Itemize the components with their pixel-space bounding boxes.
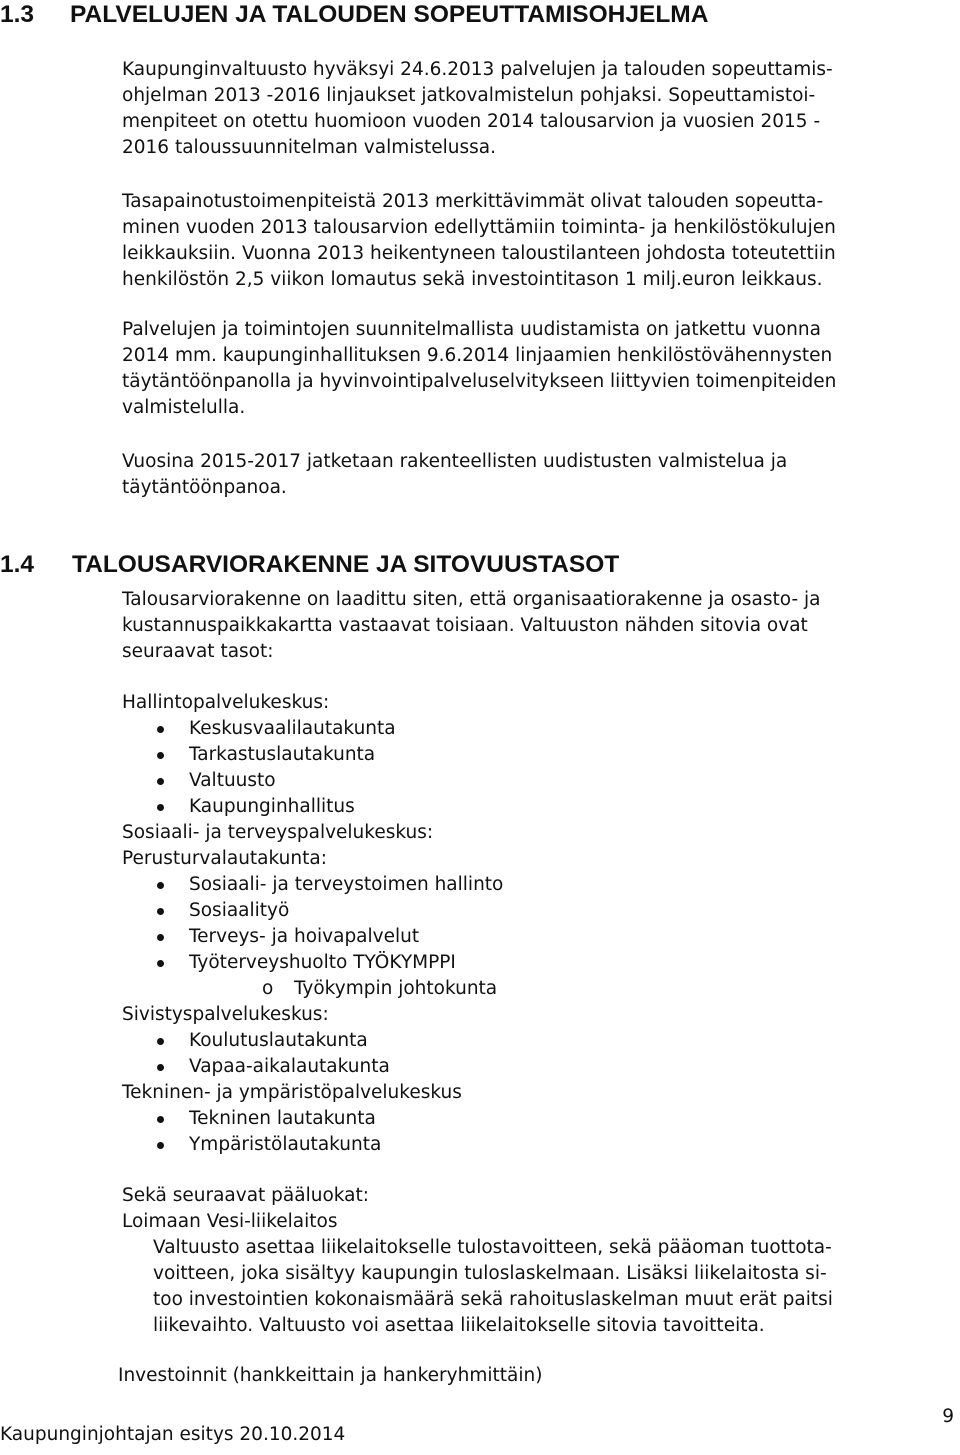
section-heading-1-3: [0, 0, 708, 30]
list-item: Valtuusto: [122, 768, 952, 794]
investments-line: [118, 1363, 948, 1389]
text-line: 2016 taloussuunnitelman valmistelussa.: [122, 137, 497, 158]
list-item: Ympäristölautakunta: [122, 1132, 952, 1158]
water-utility-label: Loimaan Vesi-liikelaitos: [122, 1211, 338, 1232]
page-number: 9: [942, 1406, 954, 1427]
group-label: Sosiaali- ja terveyspalvelukeskus:: [122, 822, 434, 843]
text-line: täytäntöönpanolla ja hyvinvointipalveluselvitykseen liittyvien toimenpiteiden: [122, 371, 837, 392]
main-classes-label: Sekä seuraavat pääluokat:: [122, 1185, 369, 1206]
investments-text: Investoinnit (hankkeittain ja hankeryhmittäin): [118, 1365, 543, 1386]
list-item: Tekninen lautakunta: [122, 1106, 952, 1132]
section-title: TALOUSARVIORAKENNE JA SITOVUUSTASOT: [72, 551, 620, 578]
section-heading-1-4: [0, 550, 619, 580]
text-line: voitteen, joka sisältyy kaupungin tuloslaskelmaan. Lisäksi liikelaitosta si-: [153, 1263, 827, 1284]
text-line: Valtuusto asettaa liikelaitokselle tulostavoitteen, sekä pääoman tuottota-: [153, 1237, 832, 1258]
group-label: Sivistyspalvelukeskus:: [122, 1004, 329, 1025]
text-line: leikkauksiin. Vuonna 2013 heikentyneen taloustilanteen johdosta toteutettiin: [122, 243, 836, 264]
section-title: PALVELUJEN JA TALOUDEN SOPEUTTAMISOHJELMA: [70, 1, 709, 28]
text-line: minen vuoden 2013 talousarvion edellyttämiin toiminta- ja henkilöstökulujen: [122, 217, 836, 238]
text-line: Vuosina 2015-2017 jatketaan rakenteellisten uudistusten valmistelua ja: [122, 451, 788, 472]
list-item: Terveys- ja hoivapalvelut: [122, 924, 952, 950]
text-line: 2014 mm. kaupunginhallituksen 9.6.2014 linjaamien henkilöstövähennysten: [122, 345, 833, 366]
list-item: Koulutuslautakunta: [122, 1028, 952, 1054]
paragraph-2: [122, 189, 952, 293]
list-item: Keskusvaalilautakunta: [122, 716, 952, 742]
binding-levels-list: [122, 690, 952, 1158]
group-sublabel: Perusturvalautakunta:: [122, 848, 327, 869]
paragraph-1: [122, 57, 952, 161]
group-label: Tekninen- ja ympäristöpalvelukeskus: [122, 1082, 462, 1103]
list-item: Työterveyshuolto TYÖKYMPPI: [122, 950, 952, 976]
text-line: Palvelujen ja toimintojen suunnitelmallista uudistamista on jatkettu vuonna: [122, 319, 821, 340]
text-line: Talousarviorakenne on laadittu siten, että organisaatiorakenne ja osasto- ja: [122, 589, 821, 610]
intro-paragraph: [122, 587, 952, 665]
list-item: Vapaa-aikalautakunta: [122, 1054, 952, 1080]
paragraph-3: [122, 317, 952, 421]
text-line: too investointien kokonaismäärä sekä rahoituslaskelman muut erät paitsi: [153, 1289, 833, 1310]
section-number: 1.3: [0, 1, 35, 28]
text-line: kustannuspaikkakartta vastaavat toisiaan. Valtuuston nähden sitovia ovat: [122, 615, 808, 636]
sub-item-label: Työkympin johtokunta: [294, 978, 498, 999]
text-line: Tasapainotustoimenpiteistä 2013 merkittävimmät olivat talouden sopeutta-: [122, 191, 824, 212]
text-line: henkilöstön 2,5 viikon lomautus sekä investointitason 1 milj.euron leikkaus.: [122, 269, 823, 290]
main-classes-block: [122, 1183, 952, 1235]
text-line: menpiteet on otettu huomioon vuoden 2014 talousarvion ja vuosien 2015 -: [122, 111, 821, 132]
water-utility-paragraph: [153, 1235, 953, 1339]
list-item: Sosiaali- ja terveystoimen hallinto: [122, 872, 952, 898]
footer-note: Kaupunginjohtajan esitys 20.10.2014: [0, 1424, 346, 1445]
sub-list-item: [122, 976, 952, 1002]
section-number: 1.4: [0, 551, 35, 578]
paragraph-4: [122, 449, 952, 501]
group-label: Hallintopalvelukeskus:: [122, 692, 330, 713]
text-line: seuraavat tasot:: [122, 641, 274, 662]
text-line: täytäntöönpanoa.: [122, 477, 287, 498]
list-item: Tarkastuslautakunta: [122, 742, 952, 768]
text-line: Kaupunginvaltuusto hyväksyi 24.6.2013 palvelujen ja talouden sopeuttamis-: [122, 59, 833, 80]
list-item: Sosiaalityö: [122, 898, 952, 924]
text-line: valmistelulla.: [122, 397, 246, 418]
circle-bullet-icon: o: [262, 978, 274, 999]
text-line: liikevaihto. Valtuusto voi asettaa liikelaitokselle sitovia tavoitteita.: [153, 1315, 765, 1336]
list-item: Kaupunginhallitus: [122, 794, 952, 820]
text-line: ohjelman 2013 -2016 linjaukset jatkovalmistelun pohjaksi. Sopeuttamistoi-: [122, 85, 816, 106]
